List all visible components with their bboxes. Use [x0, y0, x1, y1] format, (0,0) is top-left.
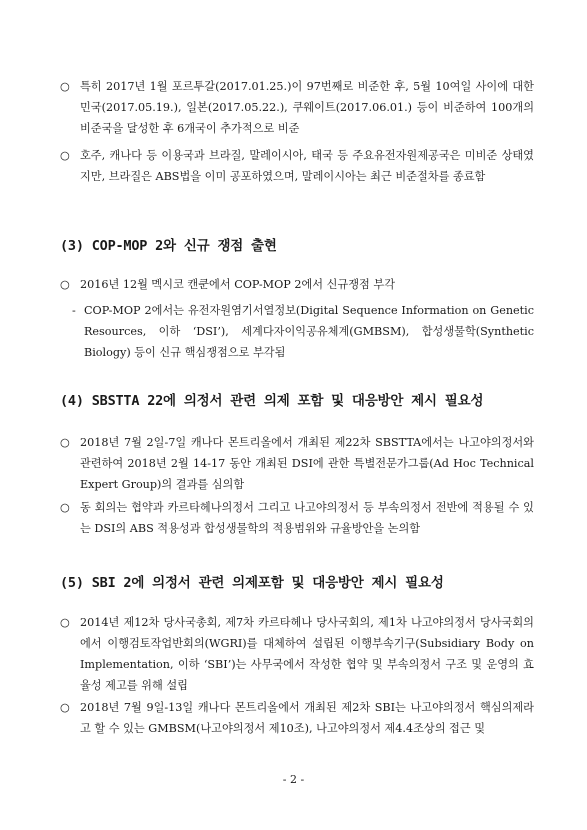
page-number: - 2 -: [282, 773, 305, 786]
paragraph-text: 호주, 캐나다 등 이용국과 브라질, 말레이시아, 태국 등 주요유전자원제공국은 미비준 상태였지만, 브라질은 ABS법을 이미 공포하였으며, 말레이시아는 최근 비준절차를 종료함: [80, 149, 534, 183]
paragraph-text: 동 회의는 협약과 카르타헤나의정서 그리고 나고야의정서 등 부속의정서 전반에 적용될 수 있는 DSI의 ABS 적용성과 합성생물학의 적용범위와 규율방안을 논의함: [80, 501, 534, 535]
section-heading-3: (3) COP-MOP 2와 신규 쟁점 출현: [60, 238, 277, 254]
paragraph-text: 2018년 7월 9일-13일 캐나다 몬트리올에서 개최된 제2차 SBI는 나고야의정서 핵심의제라고 할 수 있는 GMBSM(나고야의정서 제10조), 나고야의정서 제4.4조상의 접근 및: [80, 701, 534, 735]
paragraph-sbi-2: [60, 697, 534, 739]
paragraph-ratification-2017: [60, 76, 534, 139]
bullet-circle-icon: ○: [60, 80, 70, 93]
bullet-circle-icon: ○: [60, 278, 70, 291]
paragraph-sbstta-22: [60, 432, 534, 495]
paragraph-text: 2018년 7월 2일-7일 캐나다 몬트리올에서 개최된 제22차 SBSTTA에서는 나고야의정서와 관련하여 2018년 2월 14-17 동안 개최된 DSI에 관한 특별전문가그룹(Ad Hoc Technical Expert Group)의 결과를 심의함: [80, 436, 534, 491]
subparagraph-text: COP-MOP 2에서는 유전자원염기서열정보(Digital Sequence Information on Genetic Resources, 이하 ‘DSI’), 세계다자이익공유체계(GMBSM), 합성생물학(Synthetic Biology) 등이 신규 핵심쟁점으로 부각됨: [84, 304, 534, 359]
bullet-circle-icon: ○: [60, 436, 70, 449]
paragraph-text: 2014년 제12차 당사국총회, 제7차 카르타헤나 당사국회의, 제1차 나고야의정서 당사국회의에서 이행검토작업반회의(WGRI)를 대체하여 설립된 이행부속기구(Subsidiary Body on Implementation, 이하 ‘SBI’)는 사무국에서 작성한 협약 및 부속의정서 구조 및 운영의 효율성 제고를 위해 설립: [80, 616, 534, 692]
subparagraph-new-issues: [72, 300, 534, 363]
dash-mark: -: [72, 304, 76, 317]
section-heading-5: (5) SBI 2에 의정서 관련 의제포함 및 대응방안 제시 필요성: [60, 575, 444, 591]
paragraph-cop-mop-2: [60, 274, 534, 295]
paragraph-text: 2016년 12월 멕시코 캔쿤에서 COP-MOP 2에서 신규쟁점 부각: [80, 278, 396, 291]
bullet-circle-icon: ○: [60, 501, 70, 514]
bullet-circle-icon: ○: [60, 149, 70, 162]
paragraph-text: 특히 2017년 1월 포르투갈(2017.01.25.)이 97번째로 비준한 후, 5월 10여일 사이에 대한민국(2017.05.19.), 일본(2017.05.22.), 쿠웨이트(2017.06.01.) 등이 비준하여 100개의 비준국을 달성한 후 6개국이 추가적으로 비준: [80, 80, 534, 135]
paragraph-non-ratified-states: [60, 145, 534, 187]
bullet-circle-icon: ○: [60, 616, 70, 629]
paragraph-sbstta-discussion: [60, 497, 534, 539]
paragraph-sbi-establishment: [60, 612, 534, 696]
bullet-circle-icon: ○: [60, 701, 70, 714]
section-heading-4: (4) SBSTTA 22에 의정서 관련 의제 포함 및 대응방안 제시 필요성: [60, 393, 484, 409]
